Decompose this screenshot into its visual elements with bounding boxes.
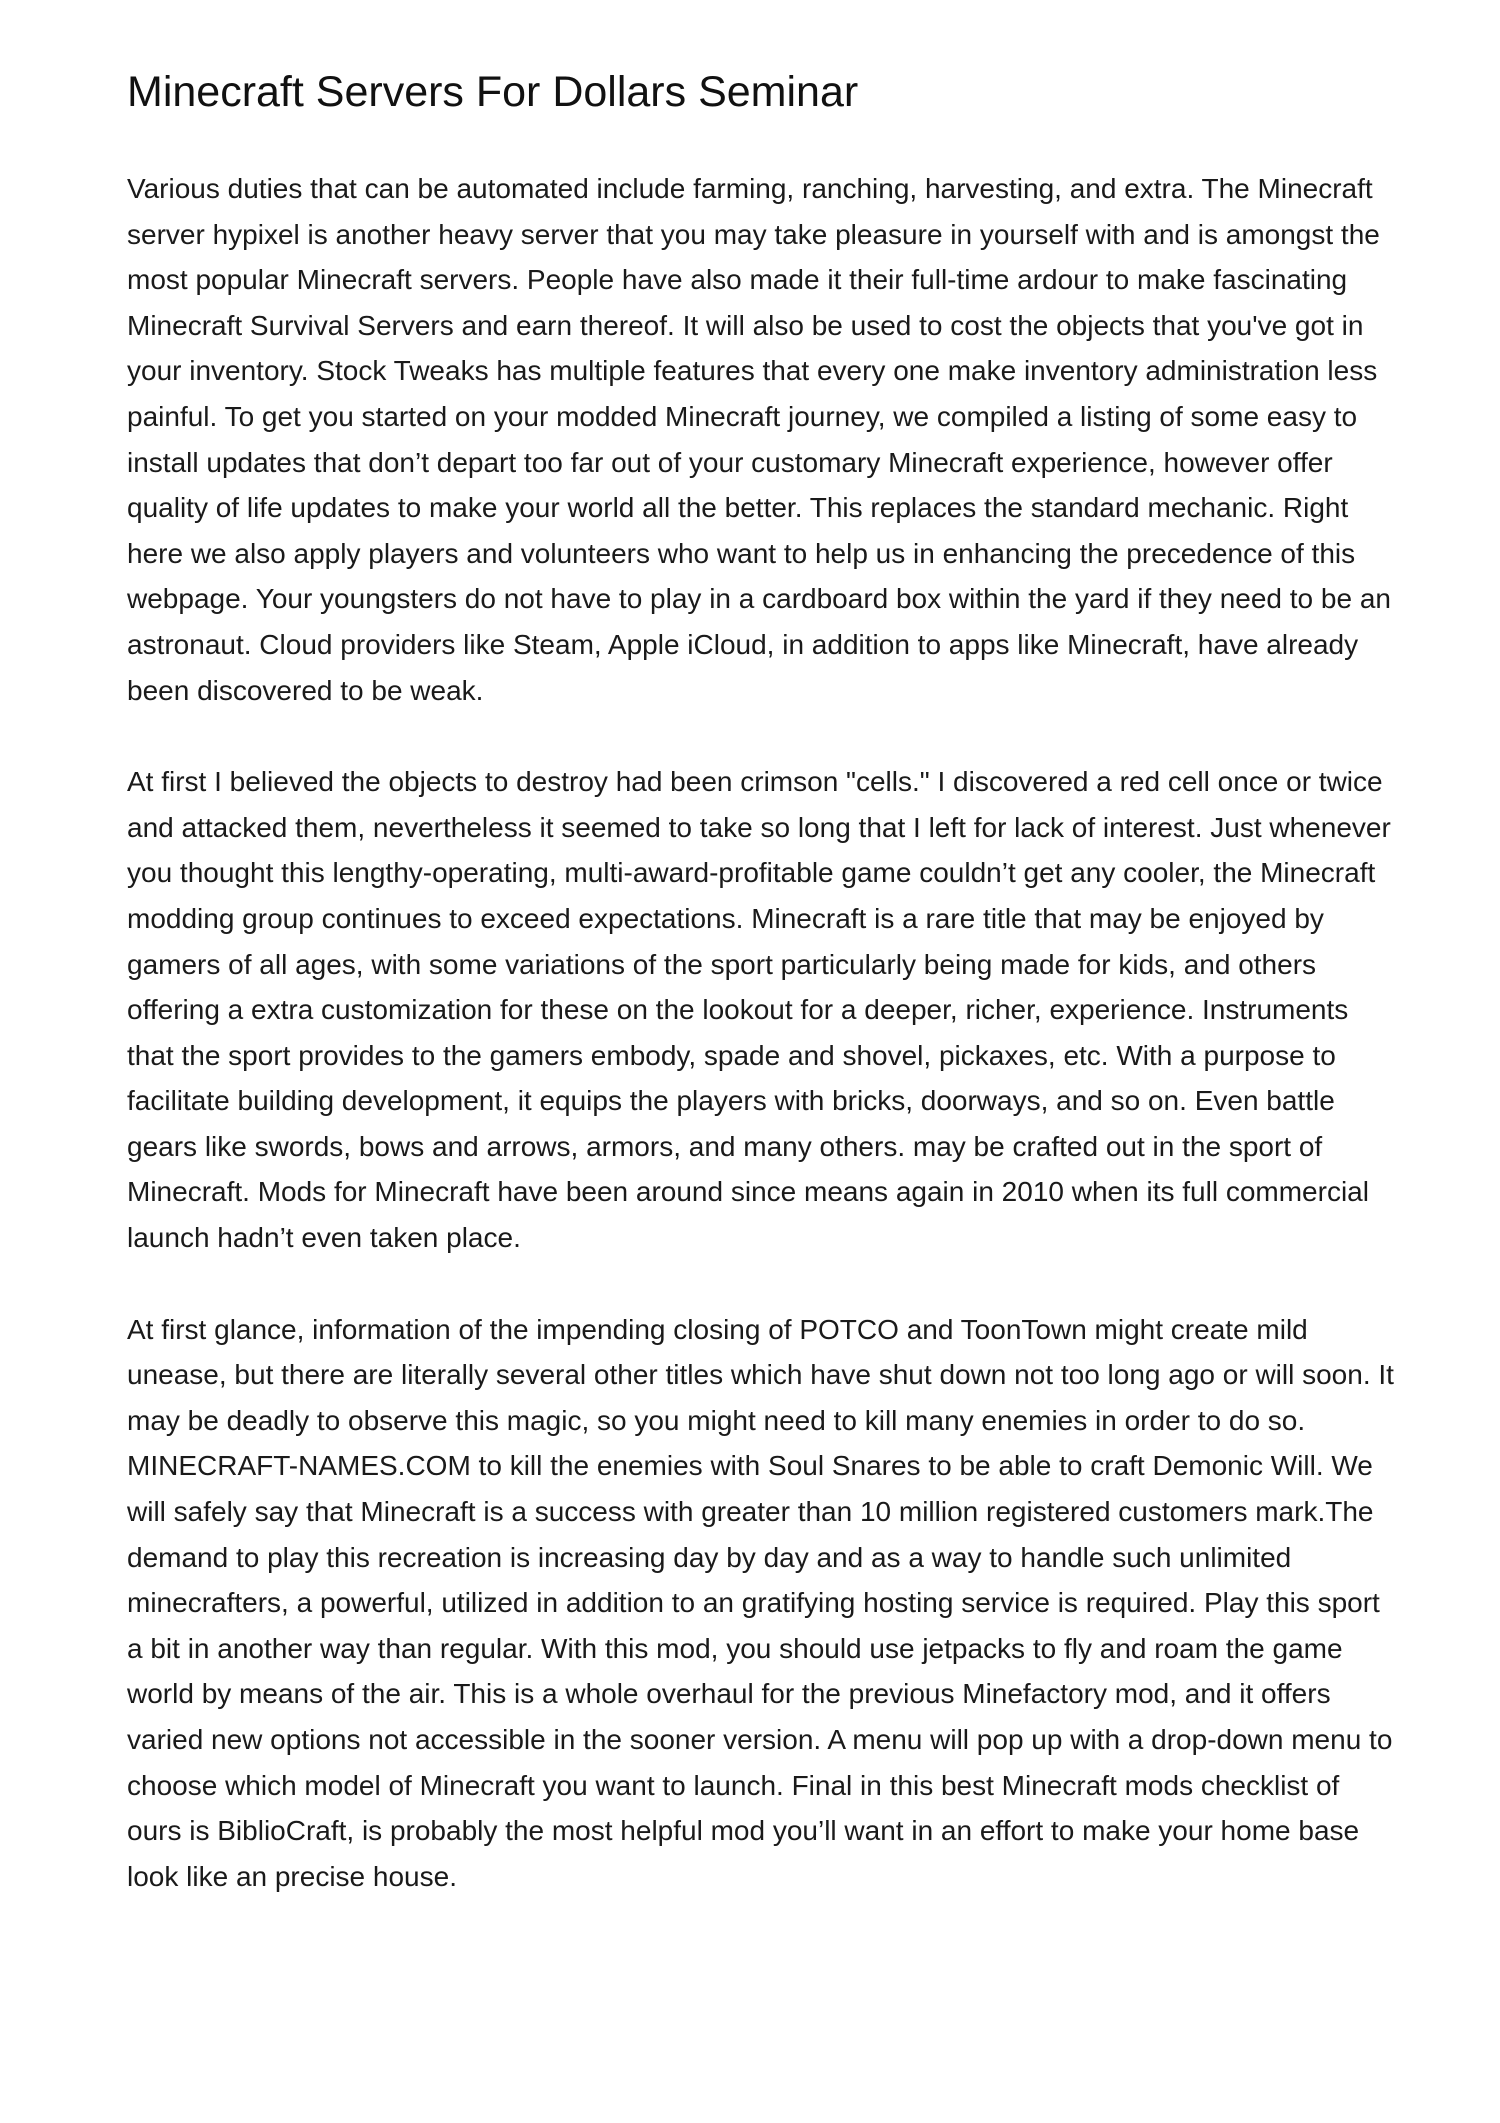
page-title: Minecraft Servers For Dollars Seminar [127,68,859,116]
article-body [127,166,1395,1945]
paragraph-2: At first I believed the objects to destroy had been crimson "cells." I discovered a red cell once or twice and attacked them, nevertheless it seemed to take so long that I left for lack of interest. Just whenever you thought this lengthy-operating, multi-award-profitable game couldn’t get any cooler, the Minecraft modding group continues to exceed expectations. Minecraft is a rare title that may be enjoyed by gamers of all ages, with some variations of the sport particularly being made for kids, and others offering a extra customization for these on the lookout for a deeper, richer, experience. Instruments that the sport provides to the gamers embody, spade and shovel, pickaxes, etc. With a purpose to facilitate building development, it equips the players with bricks, doorways, and so on. Even battle gears like swords, bows and arrows, armors, and many others. may be crafted out in the sport of Minecraft. Mods for Minecraft have been around since means again in 2010 when its full commercial launch hadn’t even taken place. [127,766,1391,1254]
paragraph-1: Various duties that can be automated include farming, ranching, harvesting, and extra. The Minecraft server hypixel is another heavy server that you may take pleasure in yourself with and is amongst the most popular Minecraft servers. People have also made it their full-time ardour to make fascinating Minecraft Survival Servers and earn thereof. It will also be used to cost the objects that you've got in your inventory. Stock Tweaks has multiple features that every one make inventory administration less painful. To get you started on your modded Minecraft journey, we compiled a listing of some easy to install updates that don’t depart too far out of your customary Minecraft experience, however offer quality of life updates to make your world all the better. This replaces the standard mechanic. Right here we also apply players and volunteers who want to help us in enhancing the precedence of this webpage. Your youngsters do not have to play in a cardboard box within the yard if they need to be an astronaut. Cloud providers like Steam, Apple iCloud, in addition to apps like Minecraft, have already been discovered to be weak. [127,173,1391,706]
paragraph-3: At first glance, information of the impending closing of POTCO and ToonTown might create mild unease, but there are literally several other titles which have shut down not too long ago or will soon. It may be deadly to observe this magic, so you might need to kill many enemies in order to do so. MINECRAFT-NAMES.COM to kill the enemies with Soul Snares to be able to craft Demonic Will. We will safely say that Minecraft is a success with greater than 10 million registered customers mark.The demand to play this recreation is increasing day by day and as a way to handle such unlimited minecrafters, a powerful, utilized in addition to an gratifying hosting service is required. Play this sport a bit in another way than regular. With this mod, you should use jetpacks to fly and roam the game world by means of the air. This is a whole overhaul for the previous Minefactory mod, and it offers varied new options not accessible in the sooner version. A menu will pop up with a drop-down menu to choose which model of Minecraft you want to launch. Final in this best Minecraft mods checklist of ours is BiblioCraft, is probably the most helpful mod you’ll want in an effort to make your home base look like an precise house. [127,1313,1394,1892]
